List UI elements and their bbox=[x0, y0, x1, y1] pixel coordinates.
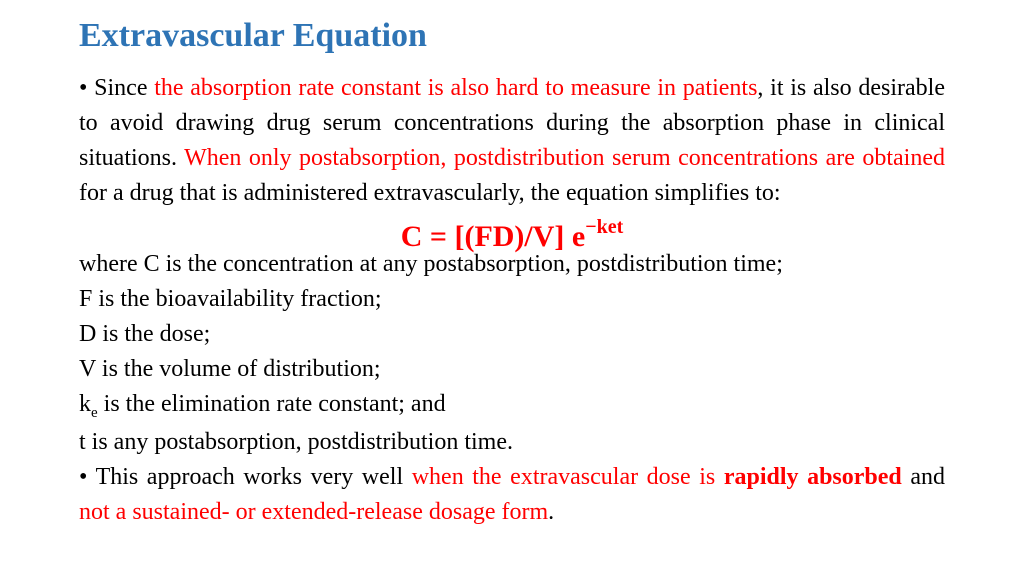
paragraph-absorption bbox=[79, 71, 945, 211]
paragraph2-period: . bbox=[548, 499, 555, 525]
equation-exponent: −ket bbox=[585, 216, 624, 238]
ke-letter: k bbox=[79, 391, 91, 417]
slide-title: Extravascular Equation bbox=[79, 17, 427, 54]
ke-subscript: e bbox=[91, 405, 98, 421]
highlight-rapidly-absorbed: rapidly absorbed bbox=[723, 464, 902, 490]
equation bbox=[79, 211, 945, 253]
definition-c: where C is the concentration at any postabsorption, postdistribution time; bbox=[79, 251, 783, 277]
highlight-not-sustained: not a sustained- or extended-release dosage form bbox=[79, 499, 549, 525]
paragraph-approach bbox=[79, 460, 945, 530]
definition-t: t is any postabsorption, postdistribution time. bbox=[79, 429, 513, 455]
highlight-absorption-constant: the absorption rate constant is also hard to measure in patients bbox=[154, 75, 758, 101]
paragraph1-text: , it is also desirable to avoid drawing drug serum concentrations during the absorption phase in clinical situations. bbox=[79, 75, 945, 171]
highlight-postabsorption: When only postabsorption, postdistribution serum concentrations are obtained bbox=[184, 145, 945, 171]
paragraph1-conclusion: for a drug that is administered extravascularly, the equation simplifies to: bbox=[79, 180, 781, 206]
paragraph2-and: and bbox=[901, 464, 946, 490]
paragraph1-lead: Since bbox=[94, 75, 155, 101]
slide-body bbox=[79, 71, 945, 530]
definition-v: V is the volume of distribution; bbox=[79, 356, 381, 382]
definition-d: D is the dose; bbox=[79, 321, 211, 347]
paragraph2-lead: This approach works very well bbox=[95, 464, 412, 490]
ke-description: is the elimination rate constant; and bbox=[97, 391, 446, 417]
bullet-icon: • bbox=[79, 75, 88, 101]
equation-main: C = [(FD)/V] e bbox=[400, 220, 586, 253]
bullet-icon: • bbox=[79, 464, 88, 490]
highlight-extravascular-dose: when the extravascular dose is bbox=[411, 464, 724, 490]
definition-ke bbox=[79, 387, 945, 425]
definition-f: F is the bioavailability fraction; bbox=[79, 286, 382, 312]
